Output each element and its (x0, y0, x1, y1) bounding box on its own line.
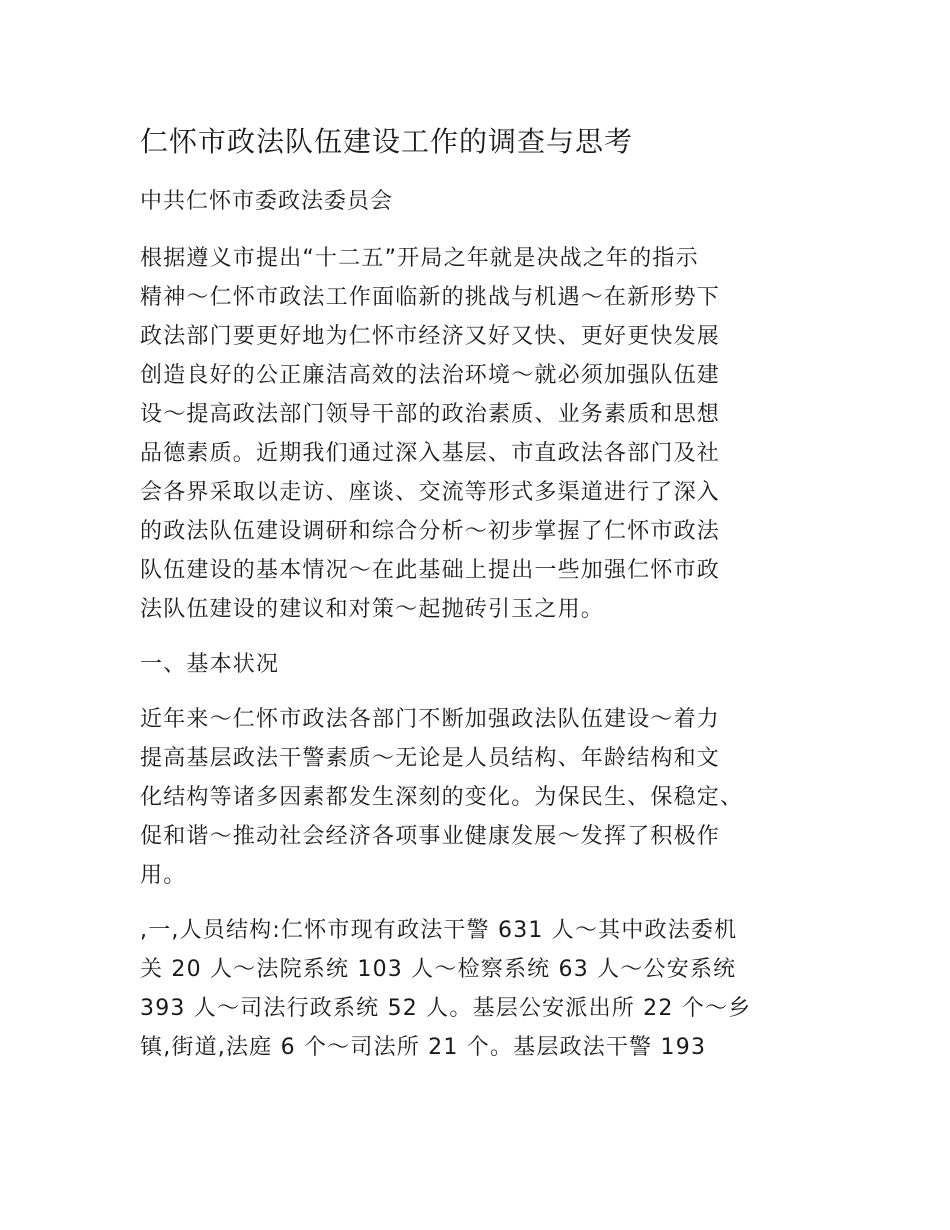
text-line: 用。 (140, 863, 187, 888)
text-line: 队伍建设的基本情况～在此基础上提出一些加强仁怀市政 (140, 558, 721, 583)
document-author: 中共仁怀市委政法委员会 (140, 189, 394, 214)
body-paragraph (140, 911, 815, 1067)
text-line: ,一,人员结构:仁怀市现有政法干警 631 人～其中政法委机 (140, 918, 738, 943)
section-heading: 一、基本状况 (140, 652, 280, 677)
text-line: 设～提高政法部门领导干部的政治素质、业务素质和思想 (140, 402, 721, 427)
text-line: 镇,街道,法庭 6 个～司法所 21 个。基层政法干警 193 (140, 1035, 707, 1060)
text-line: 根据遵义市提出“十二五”开局之年就是决战之年的指示 (140, 246, 699, 271)
document-title: 仁怀市政法队伍建设工作的调查与思考 (140, 125, 634, 158)
text-line: 法队伍建设的建议和对策～起抛砖引玉之用。 (140, 597, 605, 622)
text-line: 393 人～司法行政系统 52 人。基层公安派出所 22 个～乡 (140, 996, 752, 1021)
intro-paragraph (140, 239, 815, 629)
text-line: 政法部门要更好地为仁怀市经济又好又快、更好更快发展 (140, 324, 721, 349)
text-line: 促和谐～推动社会经济各项事业健康发展～发挥了积极作 (140, 824, 721, 849)
text-line: 会各界采取以走访、座谈、交流等形式多渠道进行了深入 (140, 480, 721, 505)
text-line: 近年来～仁怀市政法各部门不断加强政法队伍建设～着力 (140, 707, 721, 732)
text-line: 关 20 人～法院系统 103 人～检察系统 63 人～公安系统 (140, 957, 737, 982)
document-page (140, 120, 815, 1083)
body-paragraph (140, 700, 815, 895)
text-line: 创造良好的公正廉洁高效的法治环境～就必须加强队伍建 (140, 363, 721, 388)
text-line: 提高基层政法干警素质～无论是人员结构、年龄结构和文 (140, 746, 721, 771)
text-line: 化结构等诸多因素都发生深刻的变化。为保民生、保稳定、 (140, 785, 744, 810)
text-line: 精神～仁怀市政法工作面临新的挑战与机遇～在新形势下 (140, 285, 721, 310)
text-line: 的政法队伍建设调研和综合分析～初步掌握了仁怀市政法 (140, 519, 721, 544)
text-line: 品德素质。近期我们通过深入基层、市直政法各部门及社 (140, 441, 721, 466)
